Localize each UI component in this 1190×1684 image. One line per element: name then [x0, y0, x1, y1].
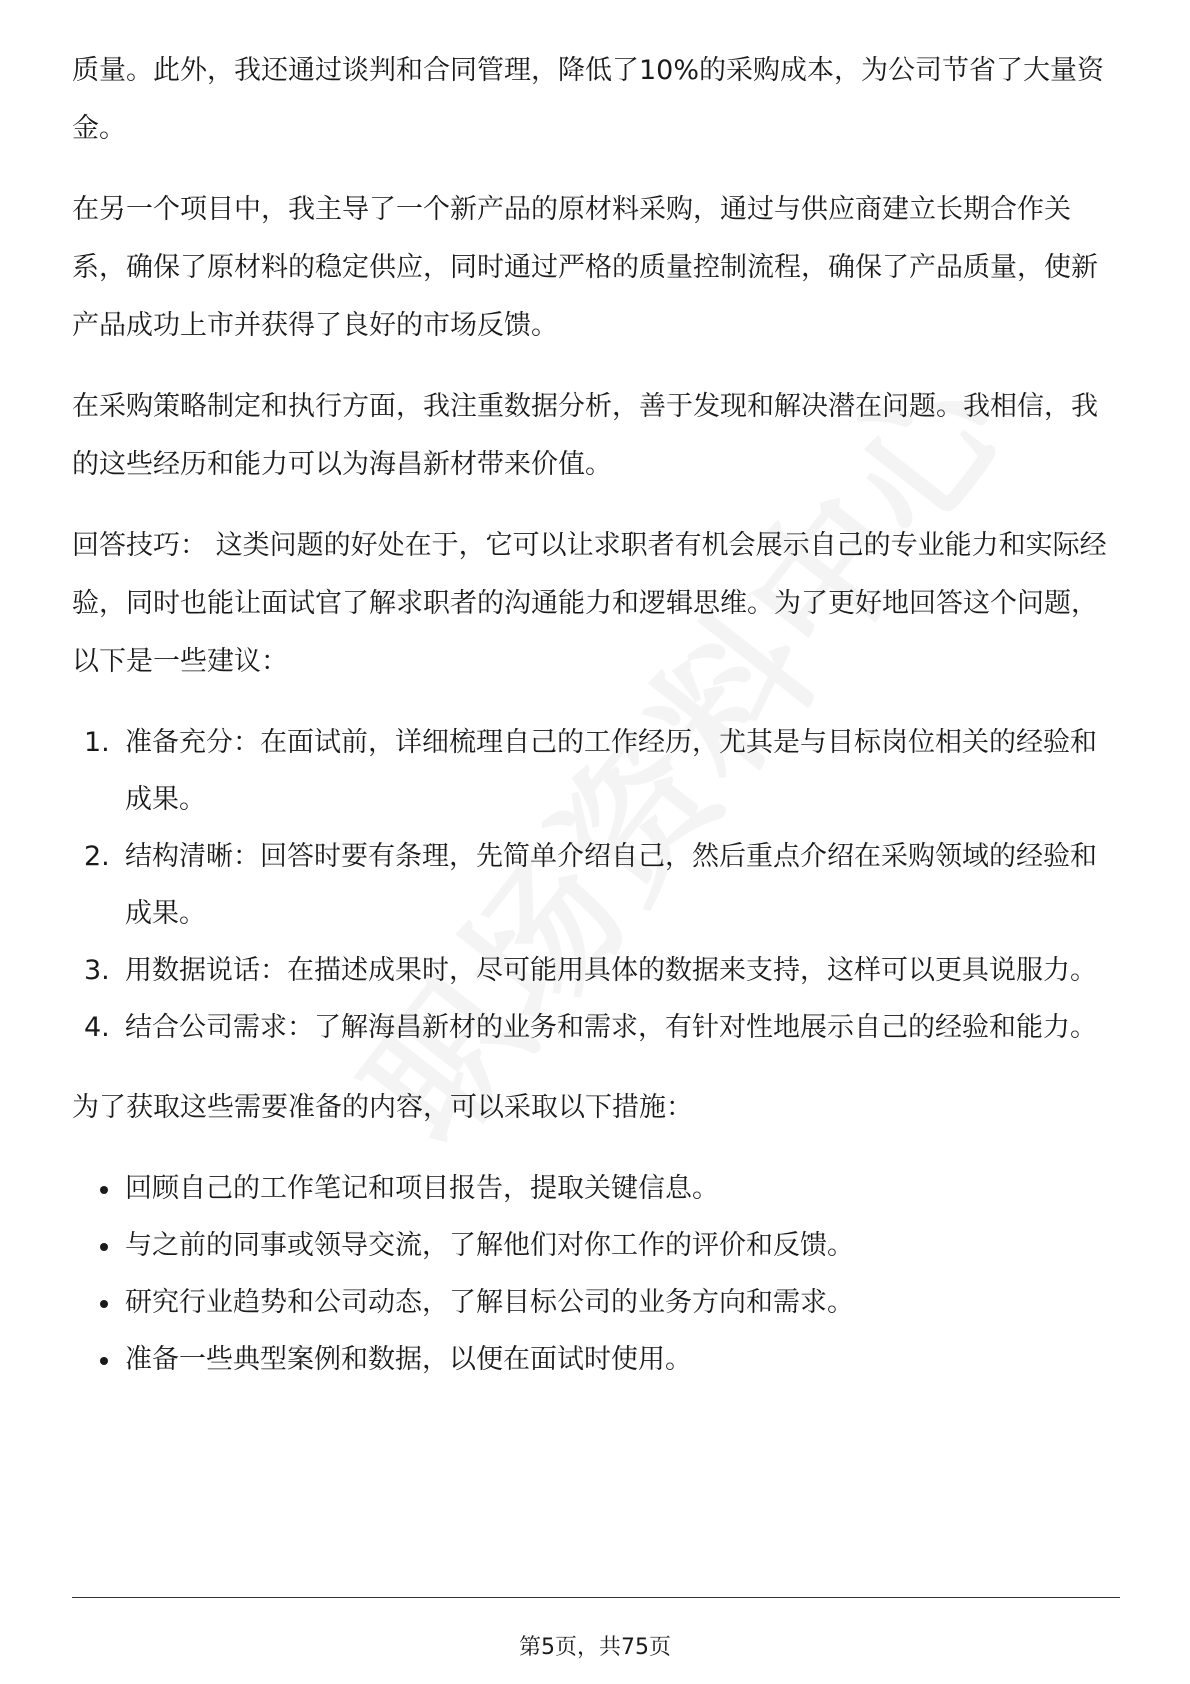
list-number: 1. [84, 727, 110, 758]
page-number: 第5页，共75页 [519, 1635, 671, 1660]
list-item [72, 1274, 1120, 1331]
list-item-text: 用数据说话：在描述成果时，尽可能用具体的数据来支持，这样可以更具说服力。 [125, 955, 1097, 986]
paragraph-new-product-project: 在另一个项目中，我主导了一个新产品的原材料采购，通过与供应商建立长期合作关系，确保了原材料的稳定供应，同时通过严格的质量控制流程，确保了产品质量，使新产品成功上市并获得了良好的市场反馈。 [72, 194, 1098, 341]
list-item [72, 942, 1120, 999]
list-item [72, 828, 1120, 942]
bullet-icon [100, 1186, 108, 1194]
measures-list [72, 1160, 1120, 1388]
footer-divider [72, 1597, 1120, 1598]
list-number: 3. [84, 955, 110, 986]
bullet-icon [100, 1300, 108, 1308]
list-item-text: 准备一些典型案例和数据，以便在面试时使用。 [125, 1344, 692, 1375]
paragraph-answer-tips: 回答技巧： 这类问题的好处在于，它可以让求职者有机会展示自己的专业能力和实际经验，同时也能让面试官了解求职者的沟通能力和逻辑思维。为了更好地回答这个问题，以下是一些建议： [72, 530, 1107, 677]
suggestions-list [72, 714, 1120, 1056]
list-item [72, 714, 1120, 828]
list-item [72, 1160, 1120, 1217]
bullet-icon [100, 1357, 108, 1365]
list-item-text: 结合公司需求：了解海昌新材的业务和需求，有针对性地展示自己的经验和能力。 [125, 1012, 1097, 1043]
bullet-icon [100, 1243, 108, 1251]
paragraph-cost-savings: 质量。此外，我还通过谈判和合同管理，降低了10%的采购成本，为公司节省了大量资金。 [72, 55, 1105, 144]
list-number: 4. [84, 1012, 110, 1043]
page-content [72, 42, 1120, 1388]
paragraph-measures-intro: 为了获取这些需要准备的内容，可以采取以下措施： [72, 1092, 693, 1123]
list-item [72, 999, 1120, 1056]
list-item-text: 研究行业趋势和公司动态，了解目标公司的业务方向和需求。 [125, 1287, 854, 1318]
list-item [72, 1331, 1120, 1388]
list-item [72, 1217, 1120, 1274]
list-number: 2. [84, 841, 110, 872]
list-item-text: 结构清晰：回答时要有条理，先简单介绍自己，然后重点介绍在采购领域的经验和成果。 [125, 841, 1097, 929]
paragraph-strategy: 在采购策略制定和执行方面，我注重数据分析，善于发现和解决潜在问题。我相信，我的这些经历和能力可以为海昌新材带来价值。 [72, 391, 1098, 480]
list-item-text: 准备充分：在面试前，详细梳理自己的工作经历，尤其是与目标岗位相关的经验和成果。 [125, 727, 1097, 815]
list-item-text: 回顾自己的工作笔记和项目报告，提取关键信息。 [125, 1173, 719, 1204]
list-item-text: 与之前的同事或领导交流，了解他们对你工作的评价和反馈。 [125, 1230, 854, 1261]
